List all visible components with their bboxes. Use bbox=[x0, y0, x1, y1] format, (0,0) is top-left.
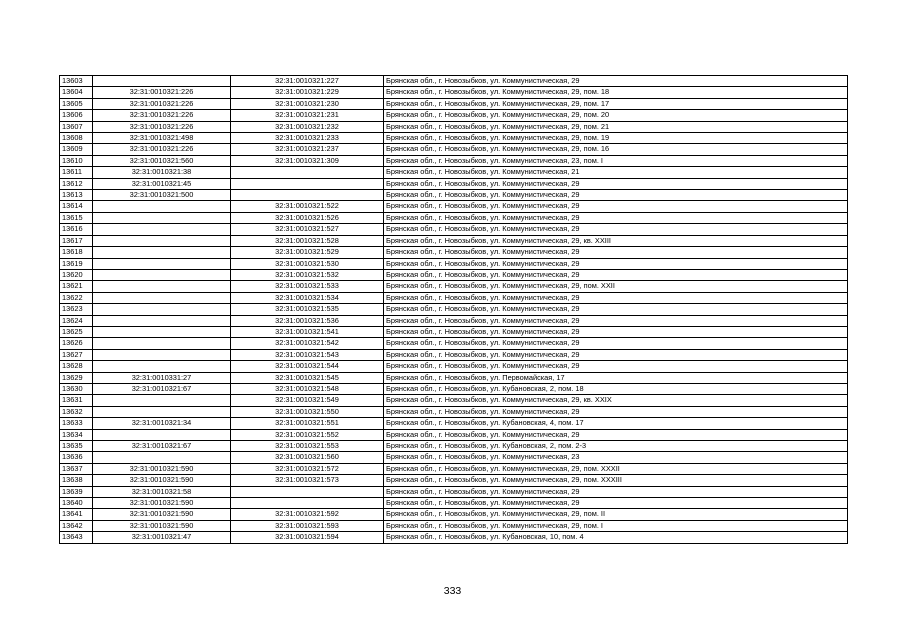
address-cell: Брянская обл., г. Новозыбков, ул. Коммунистическая, 29, пом. XXII bbox=[384, 281, 848, 292]
address-cell: Брянская обл., г. Новозыбков, ул. Коммунистическая, 23, пом. I bbox=[384, 155, 848, 166]
object-cadastral-number-cell: 32:31:0010321:573 bbox=[231, 475, 384, 486]
land-cadastral-number-cell bbox=[93, 269, 231, 280]
object-cadastral-number-cell: 32:31:0010321:551 bbox=[231, 418, 384, 429]
object-cadastral-number-cell: 32:31:0010321:533 bbox=[231, 281, 384, 292]
table-row bbox=[60, 315, 848, 326]
land-cadastral-number-cell: 32:31:0010331:27 bbox=[93, 372, 231, 383]
registry-table bbox=[59, 75, 848, 544]
address-cell: Брянская обл., г. Новозыбков, ул. Коммунистическая, 29 bbox=[384, 498, 848, 509]
object-cadastral-number-cell: 32:31:0010321:560 bbox=[231, 452, 384, 463]
object-cadastral-number-cell: 32:31:0010321:535 bbox=[231, 304, 384, 315]
row-number-cell: 13612 bbox=[60, 178, 93, 189]
address-cell: Брянская обл., г. Новозыбков, ул. Кубановская, 2, пом. 2-3 bbox=[384, 441, 848, 452]
address-cell: Брянская обл., г. Новозыбков, ул. Коммунистическая, 29, пом. 18 bbox=[384, 87, 848, 98]
row-number-cell: 13633 bbox=[60, 418, 93, 429]
table-row bbox=[60, 178, 848, 189]
object-cadastral-number-cell: 32:31:0010321:526 bbox=[231, 212, 384, 223]
table-row bbox=[60, 121, 848, 132]
row-number-cell: 13635 bbox=[60, 441, 93, 452]
address-cell: Брянская обл., г. Новозыбков, ул. Первомайская, 17 bbox=[384, 372, 848, 383]
land-cadastral-number-cell: 32:31:0010321:590 bbox=[93, 498, 231, 509]
object-cadastral-number-cell: 32:31:0010321:227 bbox=[231, 76, 384, 87]
object-cadastral-number-cell: 32:31:0010321:530 bbox=[231, 258, 384, 269]
land-cadastral-number-cell: 32:31:0010321:67 bbox=[93, 441, 231, 452]
table-row bbox=[60, 167, 848, 178]
address-cell: Брянская обл., г. Новозыбков, ул. Коммунистическая, 29 bbox=[384, 178, 848, 189]
row-number-cell: 13643 bbox=[60, 532, 93, 543]
land-cadastral-number-cell bbox=[93, 212, 231, 223]
address-cell: Брянская обл., г. Новозыбков, ул. Коммунистическая, 29 bbox=[384, 361, 848, 372]
table-row bbox=[60, 498, 848, 509]
object-cadastral-number-cell: 32:31:0010321:522 bbox=[231, 201, 384, 212]
row-number-cell: 13607 bbox=[60, 121, 93, 132]
table-row bbox=[60, 395, 848, 406]
address-cell: Брянская обл., г. Новозыбков, ул. Коммунистическая, 29 bbox=[384, 247, 848, 258]
object-cadastral-number-cell: 32:31:0010321:528 bbox=[231, 235, 384, 246]
land-cadastral-number-cell: 32:31:0010321:38 bbox=[93, 167, 231, 178]
row-number-cell: 13614 bbox=[60, 201, 93, 212]
table-row bbox=[60, 406, 848, 417]
object-cadastral-number-cell: 32:31:0010321:594 bbox=[231, 532, 384, 543]
table-row bbox=[60, 520, 848, 531]
row-number-cell: 13638 bbox=[60, 475, 93, 486]
land-cadastral-number-cell bbox=[93, 406, 231, 417]
address-cell: Брянская обл., г. Новозыбков, ул. Коммунистическая, 29, пом. 19 bbox=[384, 133, 848, 144]
object-cadastral-number-cell: 32:31:0010321:309 bbox=[231, 155, 384, 166]
land-cadastral-number-cell bbox=[93, 292, 231, 303]
land-cadastral-number-cell bbox=[93, 304, 231, 315]
land-cadastral-number-cell bbox=[93, 76, 231, 87]
row-number-cell: 13631 bbox=[60, 395, 93, 406]
address-cell: Брянская обл., г. Новозыбков, ул. Коммунистическая, 29, пом. II bbox=[384, 509, 848, 520]
row-number-cell: 13609 bbox=[60, 144, 93, 155]
land-cadastral-number-cell bbox=[93, 258, 231, 269]
land-cadastral-number-cell: 32:31:0010321:590 bbox=[93, 475, 231, 486]
land-cadastral-number-cell: 32:31:0010321:226 bbox=[93, 121, 231, 132]
land-cadastral-number-cell: 32:31:0010321:590 bbox=[93, 520, 231, 531]
land-cadastral-number-cell bbox=[93, 224, 231, 235]
row-number-cell: 13605 bbox=[60, 98, 93, 109]
land-cadastral-number-cell: 32:31:0010321:67 bbox=[93, 383, 231, 394]
object-cadastral-number-cell: 32:31:0010321:237 bbox=[231, 144, 384, 155]
address-cell: Брянская обл., г. Новозыбков, ул. Коммунистическая, 29, пом. 16 bbox=[384, 144, 848, 155]
table-row bbox=[60, 509, 848, 520]
land-cadastral-number-cell bbox=[93, 235, 231, 246]
land-cadastral-number-cell: 32:31:0010321:226 bbox=[93, 98, 231, 109]
registry-table-body bbox=[60, 76, 848, 544]
address-cell: Брянская обл., г. Новозыбков, ул. Коммунистическая, 23 bbox=[384, 452, 848, 463]
land-cadastral-number-cell bbox=[93, 395, 231, 406]
table-row bbox=[60, 361, 848, 372]
object-cadastral-number-cell: 32:31:0010321:553 bbox=[231, 441, 384, 452]
object-cadastral-number-cell: 32:31:0010321:550 bbox=[231, 406, 384, 417]
object-cadastral-number-cell: 32:31:0010321:543 bbox=[231, 349, 384, 360]
land-cadastral-number-cell: 32:31:0010321:590 bbox=[93, 463, 231, 474]
object-cadastral-number-cell: 32:31:0010321:230 bbox=[231, 98, 384, 109]
object-cadastral-number-cell: 32:31:0010321:527 bbox=[231, 224, 384, 235]
object-cadastral-number-cell: 32:31:0010321:572 bbox=[231, 463, 384, 474]
address-cell: Брянская обл., г. Новозыбков, ул. Кубановская, 2, пом. 18 bbox=[384, 383, 848, 394]
address-cell: Брянская обл., г. Новозыбков, ул. Коммунистическая, 29 bbox=[384, 315, 848, 326]
table-row bbox=[60, 110, 848, 121]
table-row bbox=[60, 372, 848, 383]
object-cadastral-number-cell bbox=[231, 498, 384, 509]
page-number: 333 bbox=[443, 585, 462, 597]
object-cadastral-number-cell: 32:31:0010321:536 bbox=[231, 315, 384, 326]
table-row bbox=[60, 475, 848, 486]
table-row bbox=[60, 441, 848, 452]
address-cell: Брянская обл., г. Новозыбков, ул. Коммунистическая, 29, кв. XXIX bbox=[384, 395, 848, 406]
row-number-cell: 13613 bbox=[60, 190, 93, 201]
row-number-cell: 13639 bbox=[60, 486, 93, 497]
row-number-cell: 13628 bbox=[60, 361, 93, 372]
row-number-cell: 13621 bbox=[60, 281, 93, 292]
row-number-cell: 13615 bbox=[60, 212, 93, 223]
row-number-cell: 13625 bbox=[60, 326, 93, 337]
table-row bbox=[60, 418, 848, 429]
land-cadastral-number-cell bbox=[93, 201, 231, 212]
row-number-cell: 13629 bbox=[60, 372, 93, 383]
object-cadastral-number-cell: 32:31:0010321:545 bbox=[231, 372, 384, 383]
address-cell: Брянская обл., г. Новозыбков, ул. Коммунистическая, 29 bbox=[384, 349, 848, 360]
row-number-cell: 13608 bbox=[60, 133, 93, 144]
address-cell: Брянская обл., г. Новозыбков, ул. Коммунистическая, 29, пом. XXXII bbox=[384, 463, 848, 474]
table-row bbox=[60, 98, 848, 109]
row-number-cell: 13620 bbox=[60, 269, 93, 280]
land-cadastral-number-cell: 32:31:0010321:560 bbox=[93, 155, 231, 166]
object-cadastral-number-cell: 32:31:0010321:592 bbox=[231, 509, 384, 520]
address-cell: Брянская обл., г. Новозыбков, ул. Коммунистическая, 29 bbox=[384, 326, 848, 337]
table-row bbox=[60, 383, 848, 394]
table-row bbox=[60, 326, 848, 337]
address-cell: Брянская обл., г. Новозыбков, ул. Коммунистическая, 29 bbox=[384, 304, 848, 315]
row-number-cell: 13627 bbox=[60, 349, 93, 360]
address-cell: Брянская обл., г. Новозыбков, ул. Коммунистическая, 29 bbox=[384, 486, 848, 497]
address-cell: Брянская обл., г. Новозыбков, ул. Коммунистическая, 29, пом. 17 bbox=[384, 98, 848, 109]
land-cadastral-number-cell: 32:31:0010321:58 bbox=[93, 486, 231, 497]
land-cadastral-number-cell: 32:31:0010321:500 bbox=[93, 190, 231, 201]
object-cadastral-number-cell: 32:31:0010321:544 bbox=[231, 361, 384, 372]
row-number-cell: 13603 bbox=[60, 76, 93, 87]
address-cell: Брянская обл., г. Новозыбков, ул. Коммунистическая, 29, пом. 21 bbox=[384, 121, 848, 132]
table-row bbox=[60, 292, 848, 303]
object-cadastral-number-cell: 32:31:0010321:532 bbox=[231, 269, 384, 280]
address-cell: Брянская обл., г. Новозыбков, ул. Коммунистическая, 29 bbox=[384, 406, 848, 417]
row-number-cell: 13616 bbox=[60, 224, 93, 235]
address-cell: Брянская обл., г. Новозыбков, ул. Коммунистическая, 29 bbox=[384, 258, 848, 269]
land-cadastral-number-cell: 32:31:0010321:226 bbox=[93, 87, 231, 98]
object-cadastral-number-cell bbox=[231, 190, 384, 201]
object-cadastral-number-cell: 32:31:0010321:593 bbox=[231, 520, 384, 531]
object-cadastral-number-cell: 32:31:0010321:233 bbox=[231, 133, 384, 144]
address-cell: Брянская обл., г. Новозыбков, ул. Кубановская, 4, пом. 17 bbox=[384, 418, 848, 429]
table-row bbox=[60, 133, 848, 144]
table-row bbox=[60, 304, 848, 315]
land-cadastral-number-cell: 32:31:0010321:498 bbox=[93, 133, 231, 144]
row-number-cell: 13630 bbox=[60, 383, 93, 394]
table-row bbox=[60, 190, 848, 201]
row-number-cell: 13634 bbox=[60, 429, 93, 440]
land-cadastral-number-cell bbox=[93, 361, 231, 372]
row-number-cell: 13642 bbox=[60, 520, 93, 531]
address-cell: Брянская обл., г. Новозыбков, ул. Коммунистическая, 29, пом. XXXIII bbox=[384, 475, 848, 486]
table-row bbox=[60, 486, 848, 497]
row-number-cell: 13640 bbox=[60, 498, 93, 509]
table-row bbox=[60, 76, 848, 87]
land-cadastral-number-cell bbox=[93, 429, 231, 440]
object-cadastral-number-cell: 32:31:0010321:232 bbox=[231, 121, 384, 132]
address-cell: Брянская обл., г. Новозыбков, ул. Коммунистическая, 29 bbox=[384, 201, 848, 212]
address-cell: Брянская обл., г. Новозыбков, ул. Коммунистическая, 29 bbox=[384, 190, 848, 201]
table-row bbox=[60, 463, 848, 474]
row-number-cell: 13611 bbox=[60, 167, 93, 178]
row-number-cell: 13632 bbox=[60, 406, 93, 417]
land-cadastral-number-cell bbox=[93, 281, 231, 292]
table-row bbox=[60, 87, 848, 98]
object-cadastral-number-cell: 32:31:0010321:541 bbox=[231, 326, 384, 337]
land-cadastral-number-cell bbox=[93, 315, 231, 326]
table-row bbox=[60, 144, 848, 155]
object-cadastral-number-cell: 32:31:0010321:542 bbox=[231, 338, 384, 349]
land-cadastral-number-cell bbox=[93, 326, 231, 337]
land-cadastral-number-cell: 32:31:0010321:590 bbox=[93, 509, 231, 520]
object-cadastral-number-cell: 32:31:0010321:229 bbox=[231, 87, 384, 98]
land-cadastral-number-cell bbox=[93, 349, 231, 360]
row-number-cell: 13617 bbox=[60, 235, 93, 246]
table-row bbox=[60, 201, 848, 212]
address-cell: Брянская обл., г. Новозыбков, ул. Коммунистическая, 29 bbox=[384, 269, 848, 280]
land-cadastral-number-cell: 32:31:0010321:47 bbox=[93, 532, 231, 543]
table-row bbox=[60, 532, 848, 543]
object-cadastral-number-cell bbox=[231, 486, 384, 497]
table-row bbox=[60, 452, 848, 463]
object-cadastral-number-cell: 32:31:0010321:552 bbox=[231, 429, 384, 440]
object-cadastral-number-cell: 32:31:0010321:549 bbox=[231, 395, 384, 406]
row-number-cell: 13636 bbox=[60, 452, 93, 463]
row-number-cell: 13641 bbox=[60, 509, 93, 520]
table-row bbox=[60, 224, 848, 235]
land-cadastral-number-cell: 32:31:0010321:34 bbox=[93, 418, 231, 429]
object-cadastral-number-cell bbox=[231, 178, 384, 189]
object-cadastral-number-cell: 32:31:0010321:548 bbox=[231, 383, 384, 394]
table-row bbox=[60, 338, 848, 349]
address-cell: Брянская обл., г. Новозыбков, ул. Коммунистическая, 29 bbox=[384, 212, 848, 223]
object-cadastral-number-cell: 32:31:0010321:231 bbox=[231, 110, 384, 121]
land-cadastral-number-cell bbox=[93, 247, 231, 258]
address-cell: Брянская обл., г. Новозыбков, ул. Коммунистическая, 21 bbox=[384, 167, 848, 178]
table-row bbox=[60, 212, 848, 223]
land-cadastral-number-cell bbox=[93, 338, 231, 349]
table-row bbox=[60, 269, 848, 280]
land-cadastral-number-cell bbox=[93, 452, 231, 463]
address-cell: Брянская обл., г. Новозыбков, ул. Коммунистическая, 29 bbox=[384, 224, 848, 235]
address-cell: Брянская обл., г. Новозыбков, ул. Коммунистическая, 29, пом. I bbox=[384, 520, 848, 531]
row-number-cell: 13618 bbox=[60, 247, 93, 258]
table-row bbox=[60, 429, 848, 440]
address-cell: Брянская обл., г. Новозыбков, ул. Коммунистическая, 29, пом. 20 bbox=[384, 110, 848, 121]
object-cadastral-number-cell bbox=[231, 167, 384, 178]
row-number-cell: 13623 bbox=[60, 304, 93, 315]
address-cell: Брянская обл., г. Новозыбков, ул. Коммунистическая, 29 bbox=[384, 338, 848, 349]
row-number-cell: 13624 bbox=[60, 315, 93, 326]
row-number-cell: 13606 bbox=[60, 110, 93, 121]
address-cell: Брянская обл., г. Новозыбков, ул. Коммунистическая, 29 bbox=[384, 292, 848, 303]
table-row bbox=[60, 349, 848, 360]
object-cadastral-number-cell: 32:31:0010321:534 bbox=[231, 292, 384, 303]
row-number-cell: 13626 bbox=[60, 338, 93, 349]
row-number-cell: 13610 bbox=[60, 155, 93, 166]
land-cadastral-number-cell: 32:31:0010321:226 bbox=[93, 110, 231, 121]
address-cell: Брянская обл., г. Новозыбков, ул. Коммунистическая, 29 bbox=[384, 76, 848, 87]
table-row bbox=[60, 247, 848, 258]
row-number-cell: 13619 bbox=[60, 258, 93, 269]
table-row bbox=[60, 258, 848, 269]
land-cadastral-number-cell: 32:31:0010321:226 bbox=[93, 144, 231, 155]
address-cell: Брянская обл., г. Новозыбков, ул. Коммунистическая, 29, кв. XXIII bbox=[384, 235, 848, 246]
row-number-cell: 13604 bbox=[60, 87, 93, 98]
row-number-cell: 13637 bbox=[60, 463, 93, 474]
table-row bbox=[60, 155, 848, 166]
table-row bbox=[60, 235, 848, 246]
address-cell: Брянская обл., г. Новозыбков, ул. Кубановская, 10, пом. 4 bbox=[384, 532, 848, 543]
address-cell: Брянская обл., г. Новозыбков, ул. Коммунистическая, 29 bbox=[384, 429, 848, 440]
object-cadastral-number-cell: 32:31:0010321:529 bbox=[231, 247, 384, 258]
table-row bbox=[60, 281, 848, 292]
row-number-cell: 13622 bbox=[60, 292, 93, 303]
land-cadastral-number-cell: 32:31:0010321:45 bbox=[93, 178, 231, 189]
